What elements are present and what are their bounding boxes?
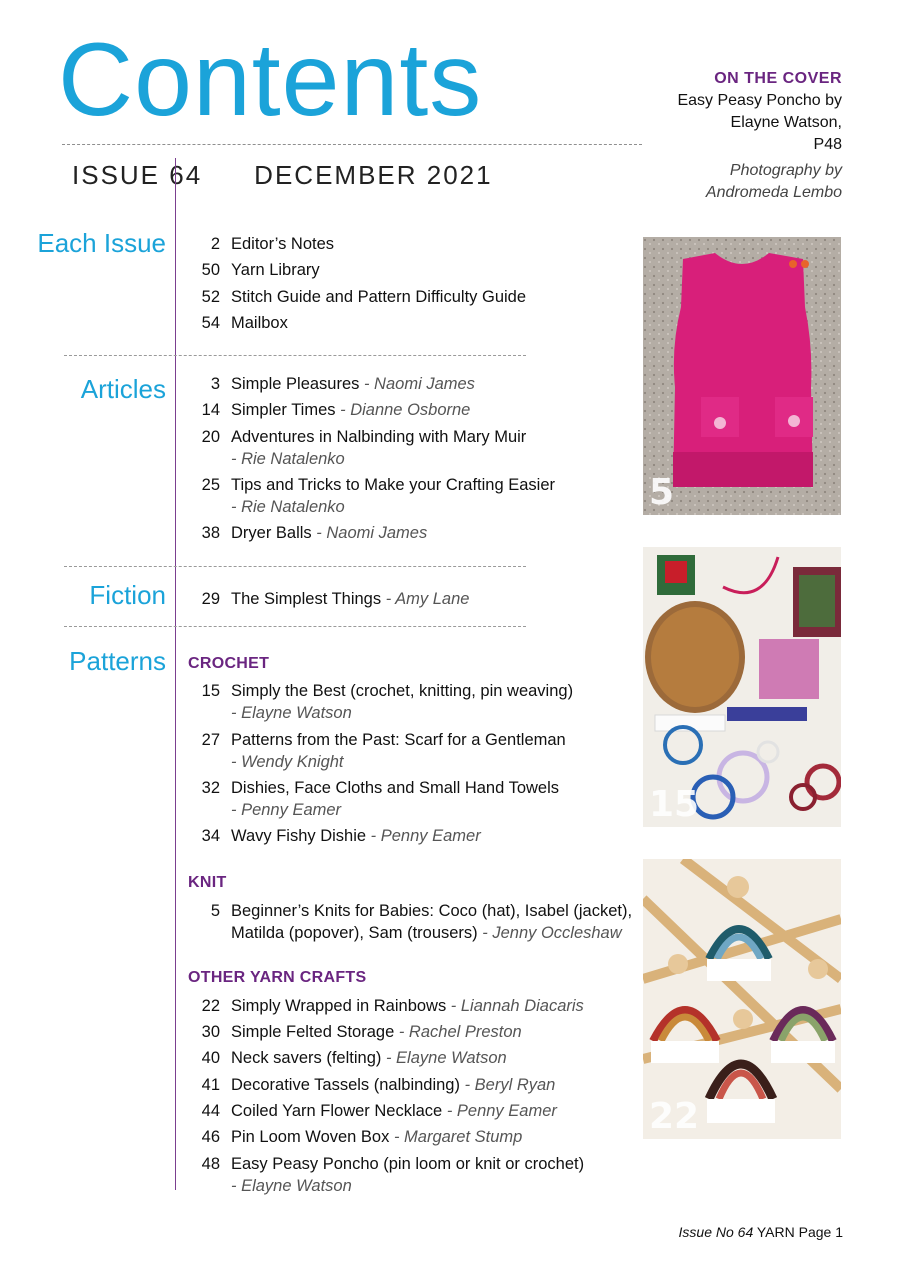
toc-entry[interactable]: 25 Tips and Tricks to Make your Crafting Easier - Rie Natalenko <box>186 474 646 518</box>
section-patterns: Patterns <box>69 646 166 676</box>
toc-entry[interactable]: 5 Beginner’s Knits for Babies: Coco (hat), Isabel (jacket), Matilda (popover), Sam (trousers) - Jenny Occleshaw <box>210 902 633 942</box>
toc-entry[interactable]: 20 Adventures in Nalbinding with Mary Muir - Rie Natalenko <box>186 426 646 470</box>
title-divider <box>62 144 642 145</box>
toc-author: - Wendy Knight <box>231 753 344 771</box>
cover-line: P48 <box>813 136 842 153</box>
toc-entry[interactable]: 54 Mailbox <box>201 314 288 332</box>
photo-page-label: 5 <box>649 472 675 513</box>
toc-entry[interactable]: 40 Neck savers (felting) - Elayne Watson <box>201 1049 507 1067</box>
issue-number: ISSUE 64 <box>72 160 203 190</box>
toc-entry[interactable]: 46 Pin Loom Woven Box - Margaret Stump <box>201 1128 523 1146</box>
photo-credit-name: Andromeda Lembo <box>705 184 842 201</box>
category-other-yarn-crafts: OTHER YARN CRAFTS <box>188 969 367 986</box>
photo-page-label: 22 <box>649 1096 700 1137</box>
photo-rainbow-hangings <box>643 859 841 1139</box>
toc-entry[interactable]: 48 Easy Peasy Poncho (pin loom or knit or crochet) - Elayne Watson <box>186 1153 646 1197</box>
issue-date: DECEMBER 2021 <box>254 160 493 190</box>
category-crochet: CROCHET <box>188 655 270 672</box>
section-articles: Articles <box>80 374 166 404</box>
toc-entry[interactable]: 29 The Simplest Things - Amy Lane <box>201 590 470 608</box>
on-the-cover <box>622 68 842 204</box>
toc-entry[interactable]: 50 Yarn Library <box>201 261 320 279</box>
toc-entry[interactable]: 14 Simpler Times - Dianne Osborne <box>201 401 471 419</box>
vertical-divider <box>175 158 176 1190</box>
section-divider <box>64 566 526 567</box>
toc-entry[interactable]: 38 Dryer Balls - Naomi James <box>201 524 428 542</box>
toc-author: - Elayne Watson <box>231 704 352 722</box>
section-each-issue: Each Issue <box>37 228 166 258</box>
photo-page-label: 15 <box>649 784 700 825</box>
toc-entry[interactable]: 15 Simply the Best (crochet, knitting, pin weaving) - Elayne Watson <box>186 680 646 724</box>
toc-entry[interactable]: 30 Simple Felted Storage - Rachel Preston <box>201 1023 522 1041</box>
toc-entry[interactable]: 52 Stitch Guide and Pattern Difficulty Guide <box>201 288 527 306</box>
toc-entry[interactable]: 32 Dishies, Face Cloths and Small Hand Towels - Penny Eamer <box>186 777 646 821</box>
toc-entry[interactable]: 22 Simply Wrapped in Rainbows - Liannah Diacaris <box>201 997 584 1015</box>
toc-author: - Elayne Watson <box>231 1177 352 1195</box>
page-footer: Issue No 64 YARN Page 1 <box>678 1224 843 1240</box>
page-title: Contents <box>58 22 483 138</box>
photo-pink-vest <box>643 237 841 515</box>
toc-author: - Rie Natalenko <box>231 498 345 516</box>
toc-entry[interactable]: 34 Wavy Fishy Dishie - Penny Eamer <box>201 827 481 845</box>
section-divider <box>64 355 526 356</box>
toc-entry[interactable]: 44 Coiled Yarn Flower Necklace - Penny Eamer <box>201 1102 557 1120</box>
issue-line <box>72 160 493 191</box>
cover-heading: ON THE COVER <box>714 70 842 87</box>
section-fiction: Fiction <box>89 580 166 610</box>
cover-line: Elayne Watson, <box>730 114 842 131</box>
photo-credit: Photography by <box>729 162 842 179</box>
toc-author: - Penny Eamer <box>231 801 342 819</box>
category-knit: KNIT <box>188 874 227 891</box>
toc-author: - Rie Natalenko <box>231 450 345 468</box>
toc-entry[interactable]: 2 Editor’s Notes <box>210 235 335 253</box>
toc-entry[interactable]: 27 Patterns from the Past: Scarf for a Gentleman - Wendy Knight <box>186 729 646 773</box>
photo-crochet-assortment <box>643 547 841 827</box>
section-divider <box>64 626 526 627</box>
toc-entry[interactable]: 3 Simple Pleasures - Naomi James <box>210 375 475 393</box>
toc-entry[interactable]: 41 Decorative Tassels (nalbinding) - Beryl Ryan <box>201 1076 556 1094</box>
cover-line: Easy Peasy Poncho by <box>677 92 842 109</box>
